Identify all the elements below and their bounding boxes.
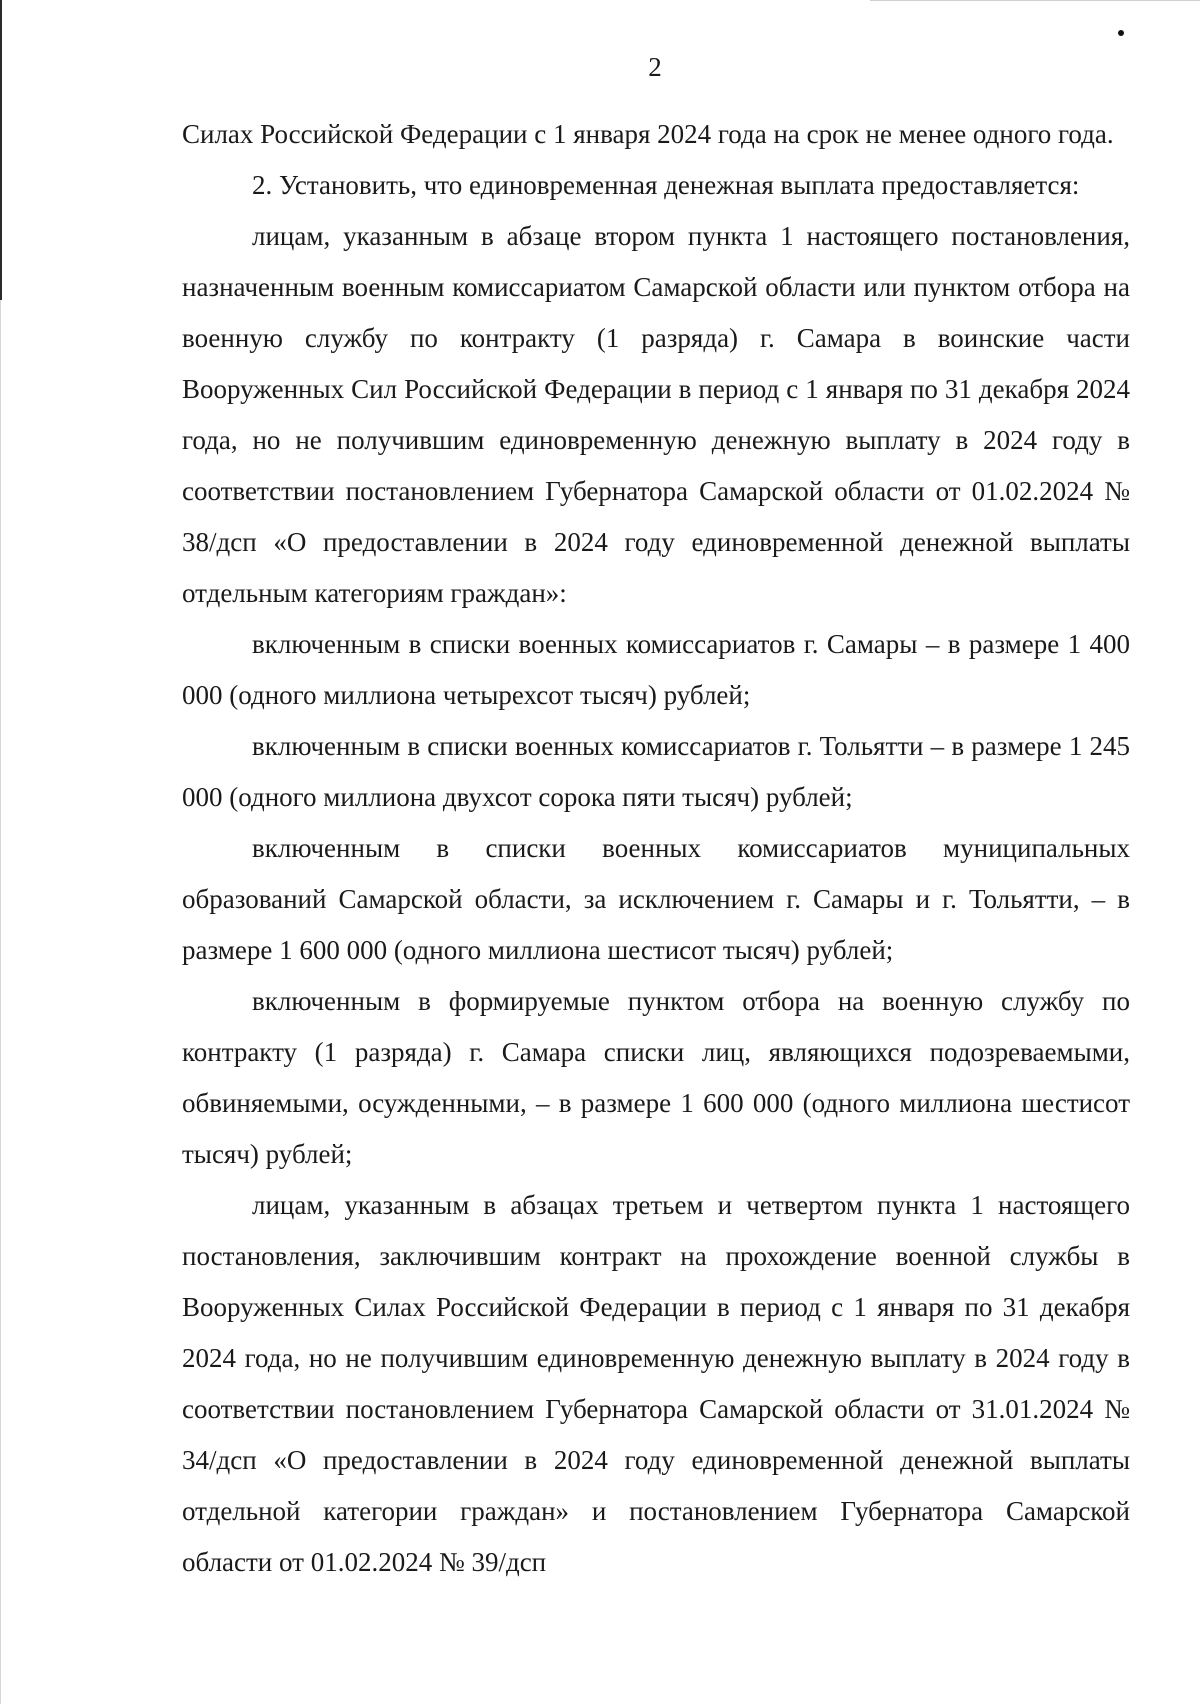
scan-top-line: [870, 0, 1200, 1]
scan-edge-line: [0, 300, 1, 1704]
page-number: 2: [648, 52, 662, 82]
paragraph-continuation: Силах Российской Федерации с 1 января 2024 года на срок не менее одного года.: [182, 119, 1114, 149]
body-text: [182, 109, 1130, 1588]
paragraph-samara: включенным в списки военных комиссариатов г. Самары – в размере 1 400 000 (одного миллиона четырехсот тысяч) рублей;: [182, 629, 1130, 710]
scan-speck: [1118, 30, 1124, 36]
paragraph-persons-abz-2: лицам, указанным в абзаце втором пункта 1 настоящего постановления, назначенным военным комиссариатом Самарской области или пунктом отбора на военную службу по контракту (1 разряда) г. Самара в воинские части Вооруженных Сил Российской Федерации в период с 1 января по 31 декабря 2024 года, но не получившим единовременную денежную выплату в 2024 году в соответствии постановлением Губернатора Самарской области от 01.02.2024 № 38/дсп «О предоставлении в 2024 году единовременной денежной выплаты отдельным категориям граждан»:: [182, 221, 1130, 608]
paragraph-selection-point: включенным в формируемые пунктом отбора на военную службу по контракту (1 разряда) г. Самара списки лиц, являющихся подозреваемыми, обвиняемыми, осужденными, – в размере 1 600 000 (одного миллиона шестисот тысяч) рублей;: [182, 986, 1130, 1169]
paragraph-municipal: включенным в списки военных комиссариатов муниципальных образований Самарской области, за исключением г. Самары и г. Тольятти, – в размере 1 600 000 (одного миллиона шестисот тысяч) рублей;: [182, 833, 1130, 965]
paragraph-persons-abz-3-4: лицам, указанным в абзацах третьем и четвертом пункта 1 настоящего постановления, заключившим контракт на прохождение военной службы в Вооруженных Силах Российской Федерации в период с 1 января по 31 декабря 2024 года, но не получившим единовременную денежную выплату в 2024 году в соответствии постановлением Губернатора Самарской области от 31.01.2024 № 34/дсп «О предоставлении в 2024 году единовременной денежной выплаты отдельной категории граждан» и постановлением Губернатора Самарской области от 01.02.2024 № 39/дсп: [182, 1190, 1130, 1577]
scan-edge-shadow: [0, 0, 2, 300]
paragraph-item-2: 2. Установить, что единовременная денежная выплата предоставляется:: [252, 170, 1080, 200]
paragraph-tolyatti: включенным в списки военных комиссариатов г. Тольятти – в размере 1 245 000 (одного миллиона двухсот сорока пяти тысяч) рублей;: [182, 731, 1130, 812]
